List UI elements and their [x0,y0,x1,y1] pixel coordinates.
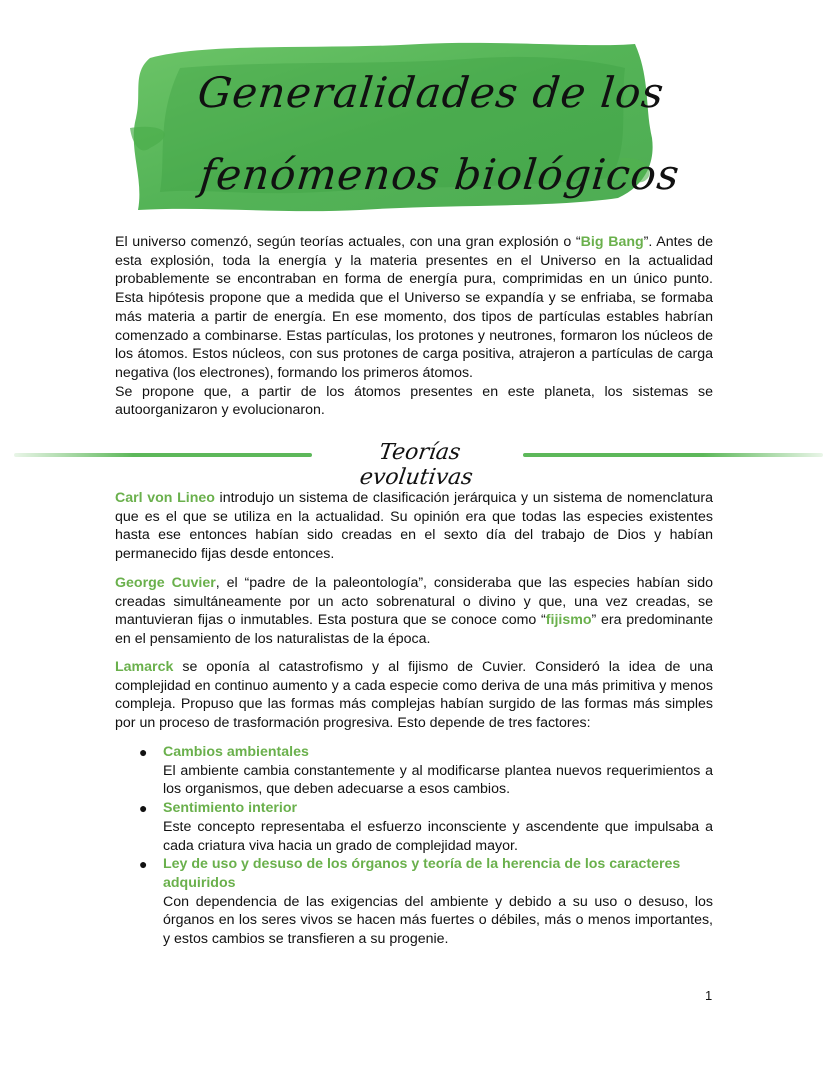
fijismo-highlight: fijismo [545,612,592,629]
title-line-1: Generalidades de los [195,68,667,117]
page-number: 1 [705,988,713,1003]
cuvier-name: George Cuvier [115,575,216,591]
linneo-paragraph [115,489,713,564]
cuvier-text-2: ” era predominante en el pensamiento de los naturalistas de la época. [115,612,714,648]
cuvier-text-1: , el “padre de la paleontología”, consideraba que las especies habían sido creadas simultáneamente por un acto sobrenatural o divino y que, una vez creadas, se mantuvieran fijas o inmutables. Esta postura que se conoce como “ [115,575,713,629]
bullet-icon: ● [139,744,148,760]
section-divider [0,438,828,490]
intro-text-3: Se propone que, a partir de los átomos presentes en este planeta, los sistemas se autoorganizaron y evolucionaron. [115,383,713,419]
title-banner [120,38,683,216]
bullet-icon: ● [139,800,148,817]
factors-list [115,743,713,949]
factor-title: Cambios ambientales [163,744,309,760]
intro-text-2: ”. Antes de esta explosión, toda la energía y la materia presentes en el Universo en la actualidad probablemente se encontraban en forma de energía pura, comprimidas en un único punto. Esta hipótesis propone que a medida que el Universo se expandía y se enfriaba, se formaba más materia a partir de energía. En ese momento, dos tipos de partículas estables habrían comenzado a combinarse. Estas partículas, los protones y neutrones, formaron los núcleos de los átomos. Estos núcleos, con sus protones de carga positiva, atrajeron a partículas de carga negativa (los electrones), formando los primeros átomos. [115,234,713,381]
linneo-text: introdujo un sistema de clasificación jerárquica y un sistema de nomenclatura que es el que se utiliza en la actualidad. Su opinión era que todas las especies existentes hasta ese entonces habían sido creadas en el sexto día del trabajo de Dios y habían permanecido fijas desde entonces. [115,490,713,563]
intro-paragraph [115,233,713,420]
list-item [115,743,713,799]
linneo-name: Carl von Lineo [115,490,215,506]
lamarck-paragraph [115,658,713,733]
section-title: Teorías evolutivas [358,440,475,490]
intro-text-1: El universo comenzó, según teorías actuales, con una gran explosión o “ [115,234,581,250]
lamarck-text: se oponía al catastrofismo y al fijismo de Cuvier. Consideró la idea de una complejidad en continuo aumento y a cada especie como deriva de una más primitiva y menos compleja. Propuso que las formas más complejas habían surgido de las formas más simples por un proceso de trasformación progresiva. Esto depende de tres factores: [115,659,713,732]
factor-title: Sentimiento interior [163,800,298,817]
factor-title: Ley de uso y desuso de los órganos y teoría de la herencia de los caracteres adquiridos [163,856,681,891]
factor-description: Este concepto representaba el esfuerzo inconsciente y ascendente que impulsaba a cada criatura viva hacia un grado de complejidad mayor. [163,818,713,854]
factor-description: El ambiente cambia constantemente y al modificarse plantea nuevos requerimientos a los organismos, que deben adecuarse a esos cambios. [163,762,713,798]
divider-line-right [523,453,823,457]
factor-description: Con dependencia de las exigencias del ambiente y debido a su uso o desuso, los órganos en los seres vivos se hacen más fuertes o débiles, más o menos importantes, y estos cambios se transfieren a su progenie. [163,893,713,948]
lamarck-name: Lamarck [115,659,174,675]
list-item [115,799,713,855]
divider-line-left [14,453,312,457]
big-bang-highlight: Big Bang [580,234,644,250]
list-item [115,855,713,949]
title-line-2: fenómenos biológicos [197,150,683,199]
bullet-icon: ● [139,856,148,873]
cuvier-paragraph [115,574,713,649]
